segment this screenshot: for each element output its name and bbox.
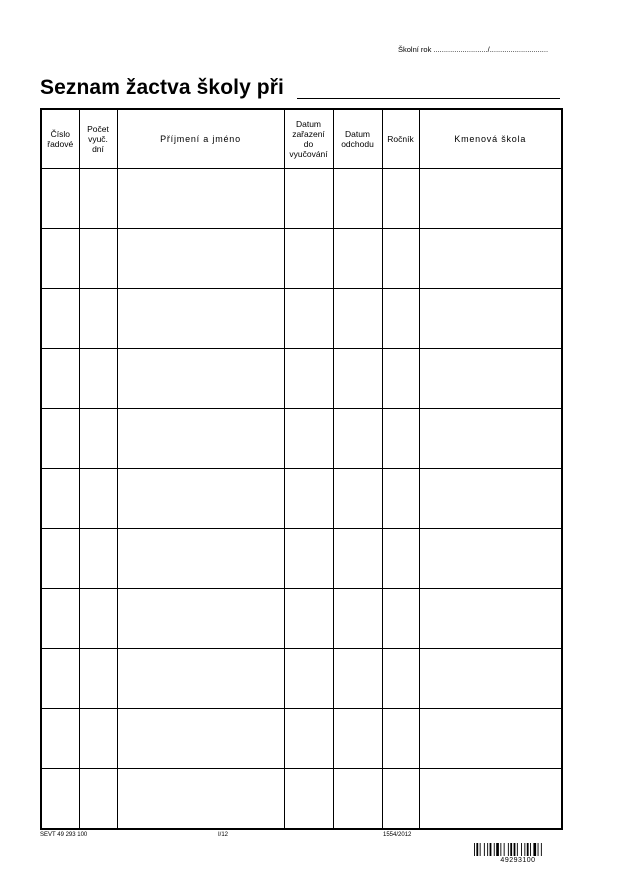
cell-rocnik[interactable] — [382, 709, 419, 769]
cell-zarazeni[interactable] — [284, 409, 333, 469]
cell-zarazeni[interactable] — [284, 769, 333, 830]
cell-kmenova[interactable] — [419, 409, 562, 469]
cell-kmenova[interactable] — [419, 289, 562, 349]
cell-odchod[interactable] — [333, 469, 382, 529]
cell-zarazeni[interactable] — [284, 649, 333, 709]
cell-pocet[interactable] — [79, 169, 117, 229]
cell-kmenova[interactable] — [419, 169, 562, 229]
column-header-date-departed: Datum odchodu — [333, 109, 382, 169]
cell-jmeno[interactable] — [117, 349, 284, 409]
footer-form-code: SEVT 49 293 100 — [40, 832, 88, 838]
cell-odchod[interactable] — [333, 229, 382, 289]
cell-odchod[interactable] — [333, 529, 382, 589]
cell-jmeno[interactable] — [117, 649, 284, 709]
cell-odchod[interactable] — [333, 289, 382, 349]
cell-zarazeni[interactable] — [284, 529, 333, 589]
cell-odchod[interactable] — [333, 169, 382, 229]
cell-jmeno[interactable] — [117, 769, 284, 830]
cell-zarazeni[interactable] — [284, 469, 333, 529]
cell-kmenova[interactable] — [419, 589, 562, 649]
pupil-roster-table — [40, 108, 563, 830]
cell-jmeno[interactable] — [117, 169, 284, 229]
cell-zarazeni[interactable] — [284, 349, 333, 409]
cell-kmenova[interactable] — [419, 229, 562, 289]
table-row — [41, 349, 562, 409]
cell-jmeno[interactable] — [117, 709, 284, 769]
cell-rocnik[interactable] — [382, 589, 419, 649]
cell-kmenova[interactable] — [419, 469, 562, 529]
cell-kmenova[interactable] — [419, 649, 562, 709]
cell-pocet[interactable] — [79, 709, 117, 769]
cell-odchod[interactable] — [333, 649, 382, 709]
cell-pocet[interactable] — [79, 649, 117, 709]
cell-rocnik[interactable] — [382, 469, 419, 529]
cell-pocet[interactable] — [79, 529, 117, 589]
footer-page-code: I/12 — [218, 832, 229, 838]
cell-cislo[interactable] — [41, 349, 79, 409]
table-row — [41, 589, 562, 649]
school-year-field: Školní rok ........................../............................ — [398, 45, 549, 54]
cell-rocnik[interactable] — [382, 409, 419, 469]
column-header-teaching-days: Počet vyuč. dní — [79, 109, 117, 169]
cell-odchod[interactable] — [333, 769, 382, 830]
cell-odchod[interactable] — [333, 349, 382, 409]
cell-cislo[interactable] — [41, 169, 79, 229]
title-fill-line — [297, 98, 560, 99]
table-header-row — [41, 109, 562, 169]
table-row — [41, 709, 562, 769]
cell-jmeno[interactable] — [117, 589, 284, 649]
cell-rocnik[interactable] — [382, 349, 419, 409]
cell-cislo[interactable] — [41, 709, 79, 769]
cell-rocnik[interactable] — [382, 649, 419, 709]
cell-jmeno[interactable] — [117, 229, 284, 289]
table-row — [41, 769, 562, 830]
cell-zarazeni[interactable] — [284, 589, 333, 649]
cell-pocet[interactable] — [79, 469, 117, 529]
cell-cislo[interactable] — [41, 409, 79, 469]
cell-cislo[interactable] — [41, 589, 79, 649]
cell-rocnik[interactable] — [382, 289, 419, 349]
cell-kmenova[interactable] — [419, 769, 562, 830]
cell-jmeno[interactable] — [117, 529, 284, 589]
cell-zarazeni[interactable] — [284, 169, 333, 229]
cell-jmeno[interactable] — [117, 469, 284, 529]
table-row — [41, 289, 562, 349]
cell-jmeno[interactable] — [117, 409, 284, 469]
cell-rocnik[interactable] — [382, 229, 419, 289]
page-title: Seznam žactva školy při — [40, 76, 284, 99]
cell-pocet[interactable] — [79, 349, 117, 409]
cell-odchod[interactable] — [333, 709, 382, 769]
cell-pocet[interactable] — [79, 229, 117, 289]
table-row — [41, 469, 562, 529]
column-header-grade: Ročník — [382, 109, 419, 169]
table-row — [41, 169, 562, 229]
cell-zarazeni[interactable] — [284, 289, 333, 349]
column-header-order-number: Číslo řadové — [41, 109, 79, 169]
table-body — [41, 169, 562, 830]
table-row — [41, 409, 562, 469]
cell-kmenova[interactable] — [419, 349, 562, 409]
cell-cislo[interactable] — [41, 529, 79, 589]
cell-cislo[interactable] — [41, 469, 79, 529]
cell-cislo[interactable] — [41, 229, 79, 289]
table-row — [41, 649, 562, 709]
cell-cislo[interactable] — [41, 649, 79, 709]
barcode-number: 49293100 — [500, 857, 536, 864]
column-header-name: Příjmení a jméno — [117, 109, 284, 169]
cell-pocet[interactable] — [79, 589, 117, 649]
cell-pocet[interactable] — [79, 769, 117, 830]
cell-kmenova[interactable] — [419, 709, 562, 769]
cell-rocnik[interactable] — [382, 529, 419, 589]
cell-pocet[interactable] — [79, 289, 117, 349]
cell-zarazeni[interactable] — [284, 229, 333, 289]
barcode-image — [474, 843, 562, 856]
cell-jmeno[interactable] — [117, 289, 284, 349]
cell-odchod[interactable] — [333, 409, 382, 469]
cell-odchod[interactable] — [333, 589, 382, 649]
cell-rocnik[interactable] — [382, 769, 419, 830]
table-row — [41, 529, 562, 589]
cell-rocnik[interactable] — [382, 169, 419, 229]
cell-cislo[interactable] — [41, 769, 79, 830]
column-header-home-school: Kmenová škola — [419, 109, 562, 169]
table-row — [41, 229, 562, 289]
cell-kmenova[interactable] — [419, 529, 562, 589]
footer-print-code: 1554/2012 — [383, 832, 412, 838]
cell-zarazeni[interactable] — [284, 709, 333, 769]
column-header-date-enrolled: Datum zařazení do vyučování — [284, 109, 333, 169]
cell-cislo[interactable] — [41, 289, 79, 349]
cell-pocet[interactable] — [79, 409, 117, 469]
